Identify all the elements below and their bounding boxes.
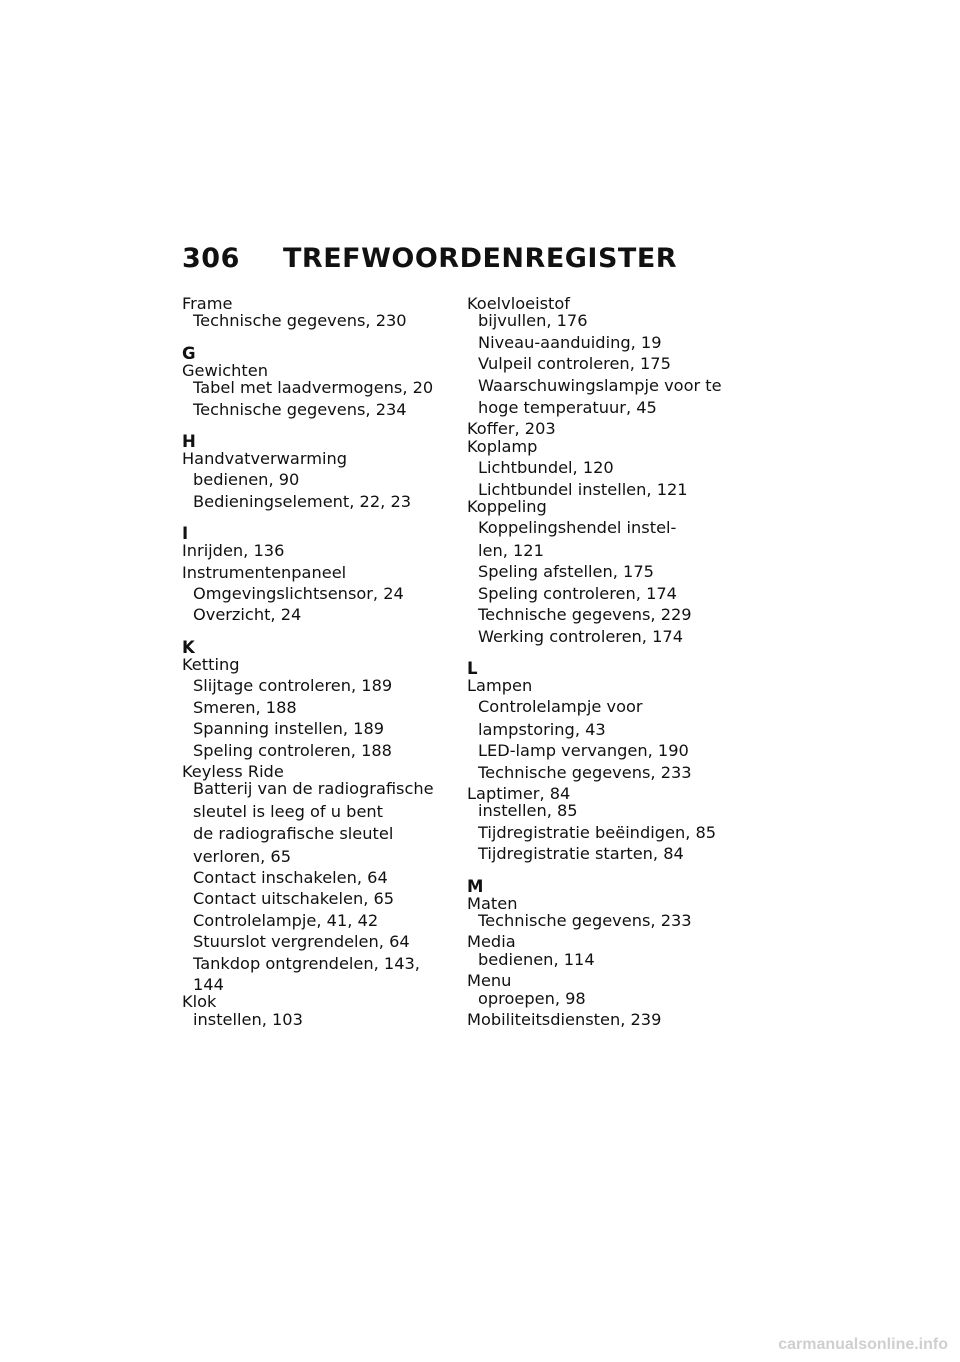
index-subentry: Contact uitschakelen, 65: [193, 889, 395, 909]
index-letter-heading: M: [467, 876, 484, 896]
index-subentry: Tijdregistratie beëindigen, 85: [478, 822, 717, 842]
index-letter-heading: K: [182, 637, 195, 657]
index-letter-heading: L: [467, 658, 478, 678]
index-subentry: bedienen, 114: [478, 949, 595, 969]
index-subentry: Speling controleren, 188: [193, 740, 392, 760]
index-entry: Koffer, 203: [467, 419, 556, 439]
index-subentry: Stuurslot vergrendelen, 64: [193, 932, 410, 952]
index-subentry: Speling controleren, 174: [478, 583, 677, 603]
index-column-right: [467, 295, 742, 1028]
index-subentry: Omgevingslichtsensor, 24: [193, 584, 404, 604]
page-title: TREFWOORDENREGISTER: [283, 243, 678, 274]
index-entry: Keyless Ride: [182, 761, 284, 781]
index-entry: Koppeling: [467, 497, 547, 517]
index-entry: Koelvloeistof: [467, 294, 570, 313]
index-subentry: Lichtbundel instellen, 121: [478, 479, 688, 499]
index-subentry: Tabel met laadvermogens, 20: [193, 378, 434, 398]
index-subentry: Lichtbundel, 120: [478, 458, 614, 478]
index-subentry: bijvullen, 176: [478, 311, 588, 331]
index-entry: Menu: [467, 971, 512, 991]
index-entry: Maten: [467, 893, 518, 913]
index-subentry: Technische gegevens, 234: [193, 399, 407, 419]
index-letter-heading: H: [182, 432, 196, 452]
index-subentry: lampstoring, 43: [478, 719, 606, 739]
index-subentry: bedienen, 90: [193, 470, 300, 490]
index-subentry: Controlelampje voor: [478, 697, 643, 717]
index-subentry: LED-lamp vervangen, 190: [478, 741, 689, 761]
index-entry: Koplamp: [467, 436, 538, 456]
index-subentry: Smeren, 188: [193, 697, 297, 717]
index-subentry: Speling afstellen, 175: [478, 562, 654, 582]
index-subentry: sleutel is leeg of u bent: [193, 801, 384, 821]
watermark: carmanualsonline.info: [778, 1336, 948, 1353]
index-subentry: Tijdregistratie starten, 84: [478, 844, 684, 864]
index-subentry: Vulpeil controleren, 175: [478, 354, 671, 374]
index-entry: Media: [467, 932, 516, 952]
index-subentry: Controlelampje, 41, 42: [193, 910, 379, 930]
index-entry: Mobiliteitsdiensten, 239: [467, 1010, 662, 1029]
index-entry: Inrijden, 136: [182, 541, 285, 561]
index-subentry: Technische gegevens, 230: [193, 311, 407, 331]
index-entry: Ketting: [182, 654, 240, 674]
index-subentry: Bedieningselement, 22, 23: [193, 491, 412, 511]
index-column-left: [182, 295, 457, 1028]
index-entry: Klok: [182, 992, 217, 1012]
index-entry: Laptimer, 84: [467, 783, 571, 803]
index-subentry: Spanning instellen, 189: [193, 719, 385, 739]
index-subentry: len, 121: [478, 540, 544, 560]
index-subentry: hoge temperatuur, 45: [478, 398, 657, 418]
index-subentry: Contact inschakelen, 64: [193, 867, 388, 887]
index-letter-heading: I: [182, 524, 189, 544]
index-subentry: Werking controleren, 174: [478, 626, 683, 646]
index-subentry: instellen, 85: [478, 801, 578, 821]
page-number: 306: [182, 243, 240, 274]
page-header: [182, 243, 677, 274]
index-subentry: Overzicht, 24: [193, 605, 302, 625]
index-entry: Lampen: [467, 675, 533, 695]
index-entry: Frame: [182, 294, 233, 313]
index-subentry: Tankdop ontgrendelen, 143,: [193, 953, 420, 973]
index-subentry: instellen, 103: [193, 1009, 303, 1029]
index-subentry: Batterij van de radiografische: [193, 779, 434, 799]
index-entry: Handvatverwarming: [182, 449, 347, 469]
index-subentry: Technische gegevens, 233: [478, 762, 692, 782]
index-subentry: verloren, 65: [193, 846, 292, 866]
index-subentry: de radiografische sleutel: [193, 824, 394, 844]
index-subentry: Slijtage controleren, 189: [193, 676, 393, 696]
index-subentry: Technische gegevens, 233: [478, 910, 692, 930]
index-subentry: Koppelingshendel instel-: [478, 518, 677, 538]
index-letter-heading: G: [182, 343, 196, 363]
index-subentry: oproepen, 98: [478, 988, 586, 1008]
index-subentry: Niveau-aanduiding, 19: [478, 332, 662, 352]
index-subentry: Waarschuwingslampje voor te: [478, 375, 722, 395]
index-entry: Gewichten: [182, 360, 268, 380]
index-subentry: Technische gegevens, 229: [478, 605, 692, 625]
index-subentry: 144: [193, 974, 224, 994]
index-entry: Instrumentenpaneel: [182, 562, 347, 582]
